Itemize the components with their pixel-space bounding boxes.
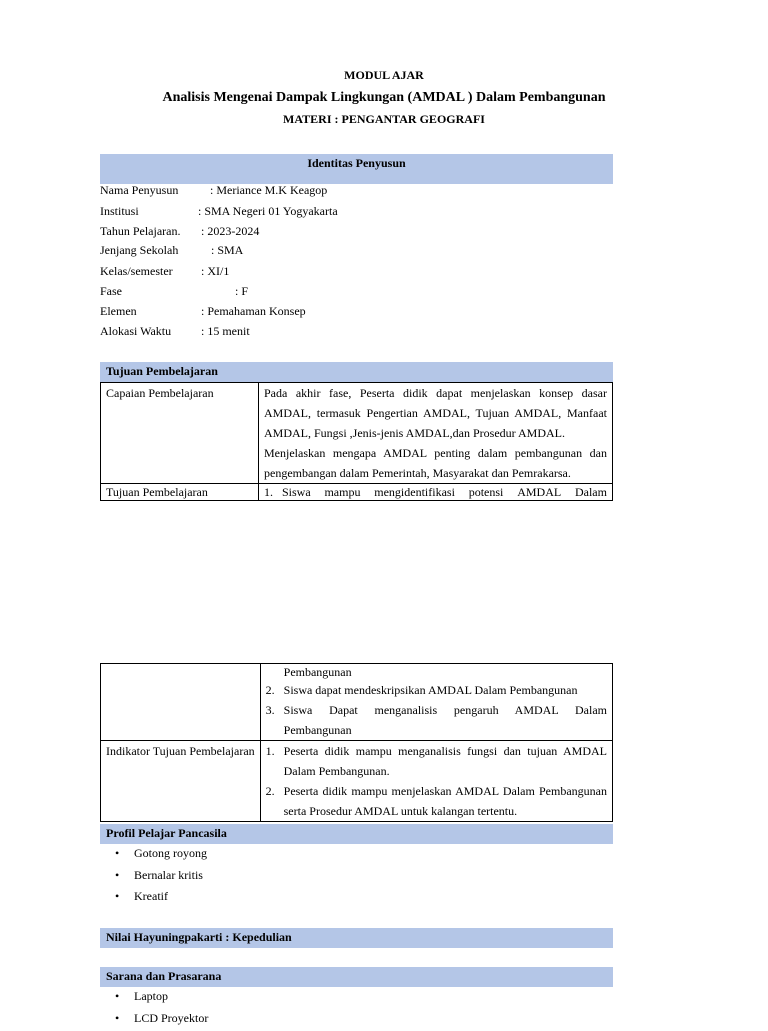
nilai-heading: Nilai Hayuningpakarti : Kepedulian [106, 930, 292, 945]
document-subtitle: Analisis Mengenai Dampak Lingkungan (AMDAL ) Dalam Pembangunan [0, 90, 768, 106]
identitas-label: Elemen [100, 304, 137, 319]
identitas-row [100, 324, 171, 339]
tujuan-item [266, 700, 607, 740]
identitas-row [100, 183, 178, 198]
capaian-cell [259, 383, 613, 484]
document-title: MODUL AJAR [0, 68, 768, 83]
capaian-text: Menjelaskan mengapa AMDAL penting dalam pembangunan dan pengembangan dalam Pemerintah, Masyarakat dan Pemrakarsa. [264, 443, 607, 483]
nilai-heading-band [100, 928, 613, 948]
table-row [101, 484, 613, 501]
indikator-item-text: Peserta didik mampu menganalisis fungsi dan tujuan AMDAL Dalam Pembangunan. [284, 741, 607, 781]
identitas-value: : 15 menit [201, 324, 250, 339]
identitas-row [100, 284, 122, 299]
identitas-row [100, 304, 137, 319]
list-number: 1. [266, 741, 284, 781]
profil-heading: Profil Pelajar Pancasila [106, 826, 227, 841]
list-number: 2. [266, 781, 284, 821]
profil-heading-band [100, 824, 613, 844]
tujuan-item-text: Siswa dapat mendeskripsikan AMDAL Dalam Pembangunan [284, 680, 607, 700]
sarana-list [100, 988, 208, 1031]
tujuan-cell [259, 484, 613, 501]
tujuan-heading-band [100, 362, 613, 382]
identitas-value: : F [235, 284, 248, 299]
word: Dalam [575, 484, 607, 500]
list-item: • Bernalar kritis [100, 867, 207, 889]
identitas-value: : XI/1 [201, 264, 229, 279]
table-row [101, 383, 613, 484]
identitas-label: Fase [100, 284, 122, 299]
identitas-value: : 2023-2024 [201, 224, 259, 239]
identitas-row [100, 204, 139, 219]
identitas-label: Alokasi Waktu [100, 324, 171, 339]
tujuan-item [264, 484, 607, 500]
identitas-label: Tahun Pelajaran. [100, 224, 180, 239]
tujuan-item [266, 680, 607, 700]
word: mampu [324, 484, 360, 500]
word: potensi [469, 484, 504, 500]
identitas-value: : Pemahaman Konsep [201, 304, 306, 319]
tujuan-cell-continued [260, 664, 612, 741]
capaian-label: Capaian Pembelajaran [101, 383, 259, 484]
list-number: 1. [264, 484, 282, 500]
table-row [101, 741, 613, 822]
indikator-cell [260, 741, 612, 822]
identitas-row [100, 224, 180, 239]
identitas-label: Kelas/semester [100, 264, 173, 279]
tujuan-item-text [282, 484, 607, 500]
list-number: 3. [266, 700, 284, 740]
tujuan-heading: Tujuan Pembelajaran [106, 364, 218, 379]
tujuan-item-text: Pembangunan [284, 664, 607, 680]
list-item: • Kreatif [100, 888, 207, 910]
capaian-text: Pada akhir fase, Peserta didik dapat menjelaskan konsep dasar AMDAL, termasuk Pengertian AMDAL, Tujuan AMDAL, Manfaat AMDAL, Fungsi ,Jenis-jenis AMDAL,dan Prosedur AMDAL. [264, 383, 607, 443]
sarana-heading-band [100, 967, 613, 987]
tujuan-table [100, 382, 613, 501]
tujuan-table-continued [100, 663, 613, 822]
identitas-heading: Identitas Penyusun [100, 156, 613, 171]
identitas-row [100, 243, 178, 258]
identitas-value: : SMA [211, 243, 243, 258]
list-number: 2. [266, 680, 284, 700]
tujuan-item [266, 664, 607, 680]
identitas-value: : Meriance M.K Keagop [210, 183, 327, 198]
profil-list [100, 845, 207, 910]
indikator-item-text: Peserta didik mampu menjelaskan AMDAL Dalam Pembangunan serta Prosedur AMDAL untuk kalangan tertentu. [284, 781, 607, 821]
document-materi: MATERI : PENGANTAR GEOGRAFI [0, 112, 768, 127]
list-item: • Gotong royong [100, 845, 207, 867]
indikator-item [266, 781, 607, 821]
identitas-label: Institusi [100, 204, 139, 219]
word: Siswa [282, 484, 311, 500]
sarana-heading: Sarana dan Prasarana [106, 969, 221, 984]
identitas-row [100, 264, 173, 279]
list-item: • Laptop [100, 988, 208, 1010]
identitas-label: Jenjang Sekolah [100, 243, 178, 258]
word: mengidentifikasi [374, 484, 455, 500]
empty-cell [101, 664, 261, 741]
identitas-heading-band [100, 154, 613, 184]
indikator-item [266, 741, 607, 781]
tujuan-label: Tujuan Pembelajaran [101, 484, 259, 501]
tujuan-item-text: Siswa Dapat menganalisis pengaruh AMDAL Dalam Pembangunan [284, 700, 607, 740]
table-row [101, 664, 613, 741]
identitas-label: Nama Penyusun [100, 183, 178, 198]
indikator-label: Indikator Tujuan Pembelajaran [101, 741, 261, 822]
list-item: • LCD Proyektor [100, 1010, 208, 1031]
identitas-value: : SMA Negeri 01 Yogyakarta [198, 204, 338, 219]
word: AMDAL [517, 484, 561, 500]
